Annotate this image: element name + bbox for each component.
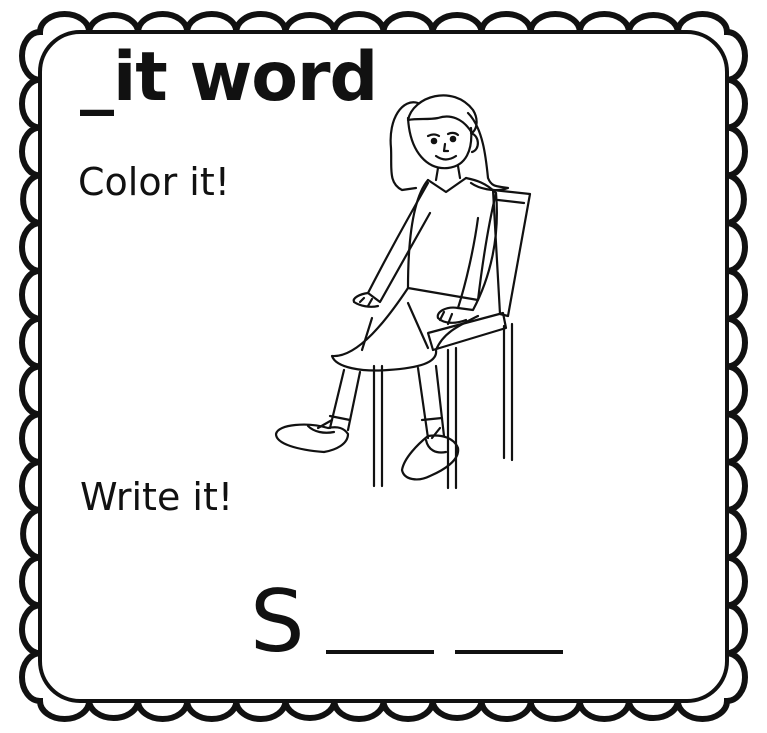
- answer-blank-2[interactable]: [455, 650, 563, 654]
- first-letter: S: [250, 572, 305, 672]
- answer-blank-1[interactable]: [326, 650, 434, 654]
- girl-sitting-illustration: [268, 88, 548, 493]
- color-it-instruction: Color it!: [78, 160, 230, 204]
- write-it-instruction: Write it!: [80, 475, 234, 519]
- worksheet-title: _it word: [80, 38, 378, 117]
